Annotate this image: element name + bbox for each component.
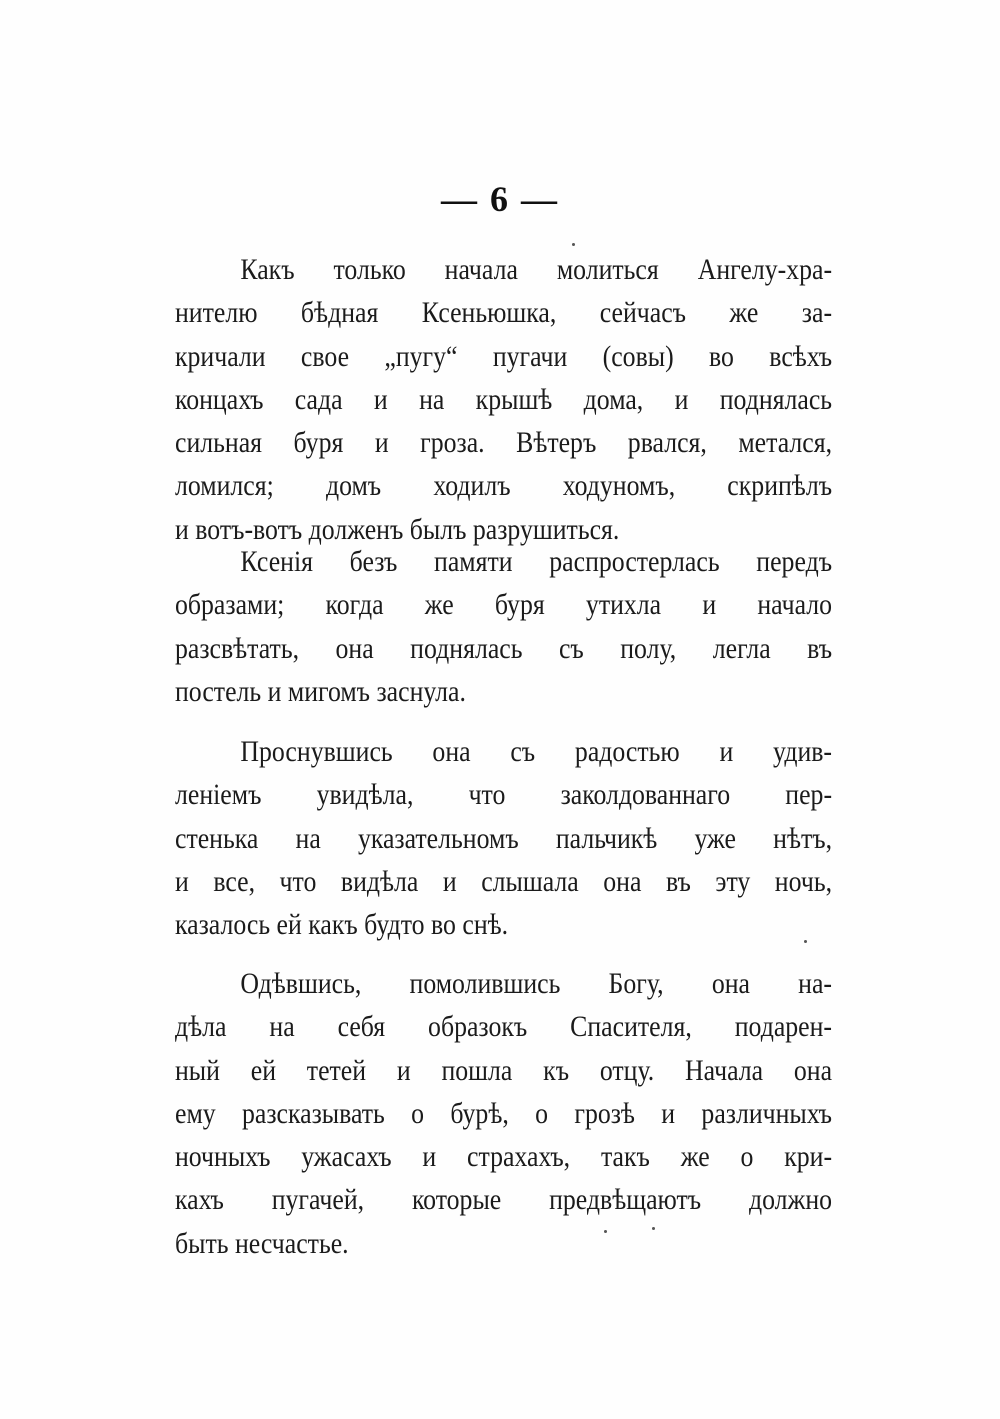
text-line: кахъ пугачей, которые предвѣщаютъ должно — [175, 1183, 833, 1217]
text-line: сильная буря и гроза. Вѣтеръ рвался, метался, — [175, 426, 833, 460]
text-line: Ксенія безъ памяти распростерлась передъ — [240, 545, 833, 578]
text-line: ный ей тетей и пошла къ отцу. Начала она — [175, 1053, 833, 1087]
text-line: ему разсказывать о бурѣ, о грозѣ и различныхъ — [175, 1096, 833, 1130]
text-line: и все, что видѣла и слышала она въ эту ночь, — [175, 864, 833, 898]
text-line: ночныхъ ужасахъ и страхахъ, такъ же о кри- — [175, 1140, 833, 1174]
text-line: кричали свое „пугу“ пугачи (совы) во всѣхъ — [175, 339, 833, 373]
paragraph-2 — [175, 540, 832, 713]
text-line: казалось ей какъ будто во снѣ. — [175, 908, 509, 942]
print-speck — [604, 1230, 607, 1233]
text-line: концахъ сада и на крышѣ дома, и поднялась — [175, 382, 833, 416]
text-line: ломился; домъ ходилъ ходуномъ, скрипѣлъ — [175, 469, 833, 503]
text-line: и вотъ-вотъ долженъ былъ разрушиться. — [175, 512, 620, 546]
print-speck — [804, 940, 807, 943]
text-line: образами; когда же буря утихла и начало — [175, 588, 833, 622]
text-line: Проснувшись она съ радостью и удив- — [240, 735, 833, 768]
text-line: стенька на указательномъ пальчикѣ уже нѣтъ, — [175, 821, 833, 855]
page-number: — 6 — — [441, 179, 559, 219]
paragraph-4 — [175, 962, 832, 1265]
print-speck — [572, 243, 575, 246]
text-line: разсвѣтать, она поднялась съ полу, легла въ — [175, 631, 833, 665]
print-speck — [652, 1227, 655, 1230]
paragraph-1 — [175, 248, 832, 551]
text-line: Одѣвшись, помолившись Богу, она на- — [240, 967, 833, 1000]
paragraph-3 — [175, 730, 832, 946]
text-line: Какъ только начала молиться Ангелу-хра- — [240, 253, 833, 286]
text-line: нителю бѣдная Ксеньюшка, сейчасъ же за- — [175, 296, 833, 330]
text-line: постель и мигомъ заснула. — [175, 674, 466, 708]
text-line: дѣла на себя образокъ Спасителя, подарен- — [175, 1010, 833, 1044]
text-line: быть несчастье. — [175, 1226, 349, 1260]
text-line: леніемъ увидѣла, что заколдованнаго пер- — [175, 778, 833, 812]
